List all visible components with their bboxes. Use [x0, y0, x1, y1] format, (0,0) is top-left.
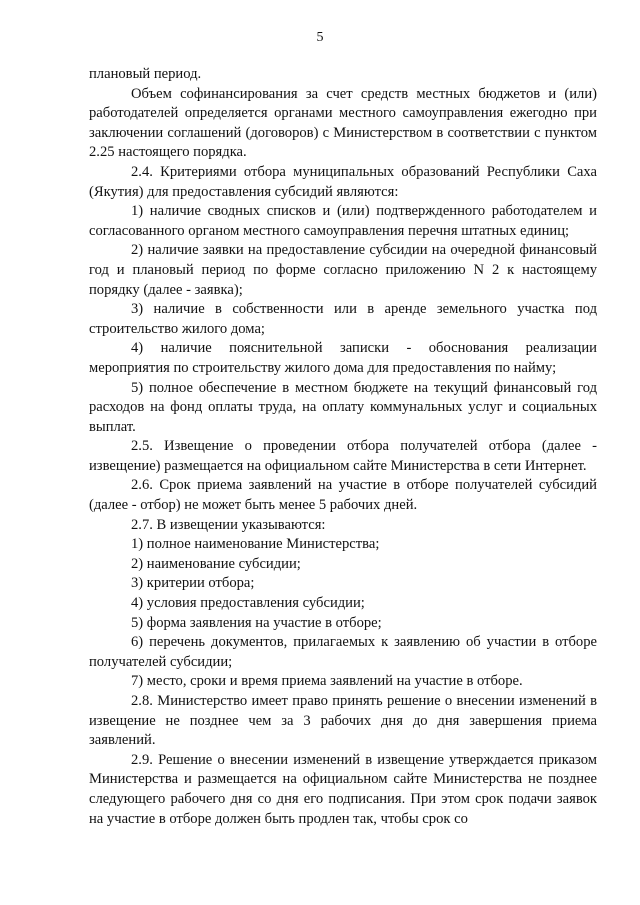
paragraph-2-4: 2.4. Критериями отбора муниципальных образований Республики Саха (Якутия) для предоставления субсидий являются: [89, 163, 597, 200]
paragraph-2-8: 2.8. Министерство имеет право принять решение о внесении изменений в извещение не позднее чем за 3 рабочих дня до дня завершения приема заявлений. [89, 693, 597, 749]
paragraph-2-9: 2.9. Решение о внесении изменений в извещение утверждается приказом Министерства и размещается на официальном сайте Министерства не позднее следующего рабочего дня со дня его подписания. При этом срок подачи заявок на участие в отборе должен быть продлен так, чтобы срок со [89, 751, 597, 827]
criteria-item-4: 4) наличие пояснительной записки - обоснования реализации мероприятия по строительству жилого дома для предоставления по найму; [89, 340, 597, 376]
notice-item-3: 3) критерии отбора; [131, 575, 255, 592]
notice-item-6: 6) перечень документов, прилагаемых к заявлению об участии в отборе получателей субсидии; [89, 634, 597, 670]
notice-item-1: 1) полное наименование Министерства; [131, 536, 380, 553]
paragraph-2-5: 2.5. Извещение о проведении отбора получателей отбора (далее - извещение) размещается на официальном сайте Министерства в сети Интернет. [89, 438, 597, 474]
paragraph-2-6: 2.6. Срок приема заявлений на участие в отборе получателей субсидий (далее - отбор) не может быть менее 5 рабочих дней. [89, 477, 597, 514]
criteria-item-5: 5) полное обеспечение в местном бюджете на текущий финансовый год расходов на фонд оплаты труда, на оплату коммунальных услуг и социальных выплат. [89, 379, 597, 435]
page-number: 5 [316, 30, 324, 45]
notice-item-5: 5) форма заявления на участие в отборе; [131, 614, 382, 631]
paragraph-2-7: 2.7. В извещении указываются: [131, 516, 326, 533]
document-body [89, 65, 597, 829]
notice-item-2: 2) наименование субсидии; [131, 555, 301, 572]
paragraph-cofinancing: Объем софинансирования за счет средств местных бюджетов и (или) работодателей определяется органами местного самоуправления ежегодно при заключении соглашений (договоров) с Министерством в соответствии с пунктом 2.25 настоящего порядка. [89, 85, 597, 161]
criteria-item-2: 2) наличие заявки на предоставление субсидии на очередной финансовый год и плановый период по форме согласно приложению N 2 к настоящему порядку (далее - заявка); [89, 242, 597, 298]
notice-item-4: 4) условия предоставления субсидии; [131, 595, 365, 612]
paragraph-continuation: плановый период. [89, 66, 202, 82]
notice-item-7: 7) место, сроки и время приема заявлений на участие в отборе. [131, 673, 523, 690]
criteria-item-1: 1) наличие сводных списков и (или) подтвержденного работодателем и согласованного органом местного самоуправления перечня штатных единиц; [89, 203, 597, 239]
criteria-item-3: 3) наличие в собственности или в аренде земельного участка под строительство жилого дома; [89, 301, 597, 337]
